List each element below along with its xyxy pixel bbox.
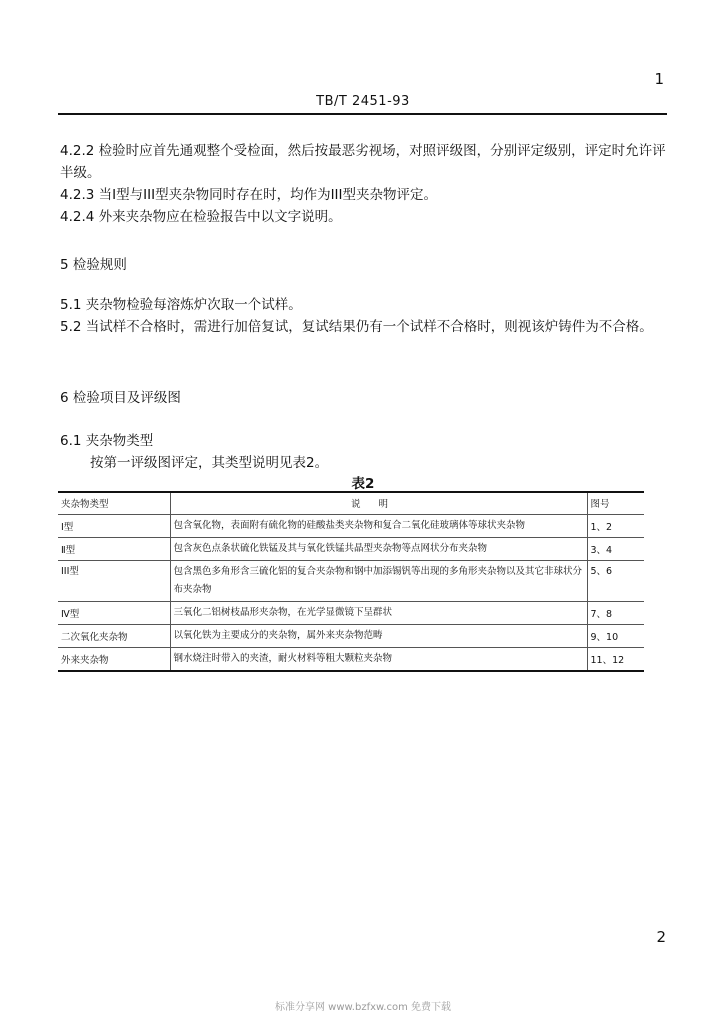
table-row [58, 647, 644, 671]
table-row [58, 560, 644, 601]
cell-description: 三氧化二铝树枝晶形夹杂物，在光学显微镜下呈群状 [170, 601, 587, 624]
clause-5-1: 5.1 夹杂物检验每溶炼炉次取一个试样。 [60, 297, 302, 313]
standard-code: TB/T 2451-93 [316, 94, 410, 109]
cell-type: III型 [61, 565, 79, 577]
cell-figure: 3、4 [587, 537, 644, 560]
clause-4-2-3: 4.2.3 当Ⅰ型与III型夹杂物同时存在时，均作为III型夹杂物评定。 [60, 187, 438, 203]
header-description: 说明 [170, 492, 587, 514]
clause-6-1-heading: 6.1 夹杂物类型 [60, 433, 154, 449]
cell-figure: 1、2 [587, 514, 644, 537]
table-row [58, 601, 644, 624]
cell-figure: 11、12 [587, 647, 644, 671]
bottom-page-number: 2 [656, 928, 666, 946]
section-5-heading: 5 检验规则 [60, 257, 127, 273]
header-figure-number: 图号 [587, 492, 644, 514]
header-rule [58, 113, 667, 115]
cell-type: Ⅳ型 [61, 608, 80, 620]
cell-description: 包含黑色多角形含三硫化铝的复合夹杂物和钢中加添锡钒等出现的多角形夹杂物以及其它非球状分布夹杂物 [170, 560, 587, 601]
cell-figure: 7、8 [587, 601, 644, 624]
top-page-number: 1 [654, 70, 664, 88]
cell-description: 以氧化铁为主要成分的夹杂物，属外来夹杂物范畴 [170, 624, 587, 647]
cell-figure: 9、10 [587, 624, 644, 647]
clause-4-2-4: 4.2.4 外来夹杂物应在检验报告中以文字说明。 [60, 209, 342, 225]
watermark-text: 标准分享网 www.bzfxw.com 免费下载 [275, 1002, 451, 1013]
inclusion-type-table [58, 491, 644, 672]
cell-type: 二次氧化夹杂物 [61, 631, 128, 643]
table-caption: 表2 [351, 476, 375, 492]
table-header-row [58, 492, 644, 514]
table-row [58, 537, 644, 560]
clause-5-2: 5.2 当试样不合格时，需进行加倍复试，复试结果仍有一个试样不合格时，则视该炉铸件为不合格。 [60, 319, 653, 335]
cell-figure: 5、6 [587, 560, 644, 601]
section-6-heading: 6 检验项目及评级图 [60, 390, 181, 406]
clause-6-1-text: 按第一评级图评定，其类型说明见表2。 [90, 455, 329, 471]
cell-description: 钢水烧注时带入的夹渣，耐火材料等粗大颗粒夹杂物 [170, 647, 587, 671]
cell-type: Ⅱ型 [61, 544, 76, 556]
cell-type: 外来夹杂物 [61, 654, 109, 666]
header-type: 夹杂物类型 [61, 499, 109, 511]
table-row [58, 514, 644, 537]
table-row [58, 624, 644, 647]
cell-type: Ⅰ型 [61, 521, 74, 533]
clause-4-2-2: 4.2.2 检验时应首先通观整个受检面，然后按最恶劣视场，对照评级图，分别评定级别，评定时允许评半级。 [60, 143, 666, 181]
cell-description: 包含灰色点条状硫化铁锰及其与氧化铁锰共晶型夹杂物等点网状分布夹杂物 [170, 537, 587, 560]
cell-description: 包含氧化物，表面附有硫化物的硅酸盐类夹杂物和复合二氧化硅玻璃体等球状夹杂物 [170, 514, 587, 537]
